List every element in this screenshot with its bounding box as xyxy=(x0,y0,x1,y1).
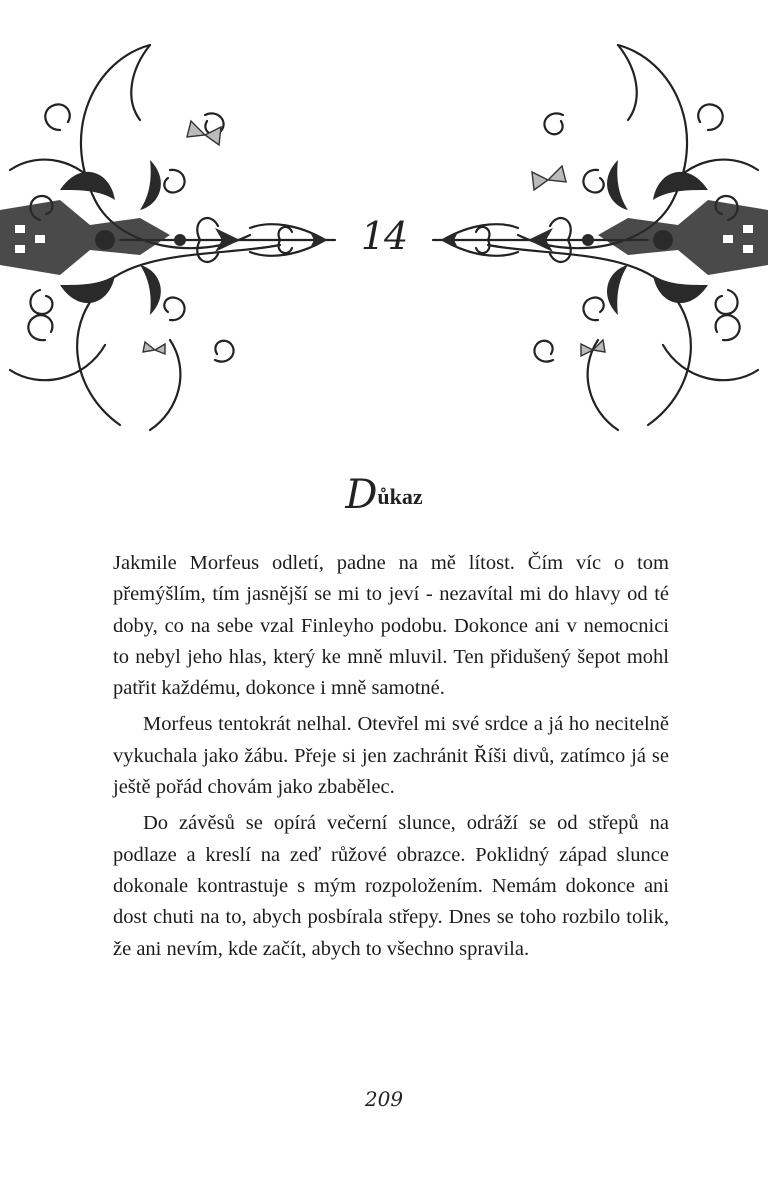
chapter-title-rest: ůkaz xyxy=(377,484,423,509)
chapter-title xyxy=(0,472,768,518)
chapter-number: 14 xyxy=(360,214,408,258)
page-number: 209 xyxy=(364,1087,404,1111)
paragraph: Jakmile Morfeus odletí, padne na mě lítost. Čím víc o tom přemýšlím, tím jasnější se mi to jeví - nezavítal mi do hlavy od té doby, co na sebe vzal Finleyho podobu. Dokonce ani v nemocnici to nebyl jeho hlas, který ke mně mluvil. Ten přidušený šepot mohl patřit každému, dokonce i mně samotné. xyxy=(113,552,669,700)
chapter-title-initial: D xyxy=(345,472,378,518)
body-text xyxy=(113,548,669,970)
paragraph: Morfeus tentokrát nelhal. Otevřel mi své srdce a já ho necitelně vykuchala jako žábu. Přeje si jen zachránit Říši divů, zatímco já se ještě pořád chovám jako zbabělec. xyxy=(113,713,669,799)
paragraph: Do závěsů se opírá večerní slunce, odráží se od střepů na podlaze a kreslí na zeď růžové obrazce. Poklidný západ slunce dokonale kontrastuje s mým rozpoložením. Nemám dokonce ani dost chuti na to, abych posbírala střepy. Dnes se toho rozbilo tolik, že ani nevím, kde začít, abych to všechno spravila. xyxy=(113,812,669,960)
filigree-ornament-right-icon xyxy=(423,40,768,435)
filigree-ornament-left-icon xyxy=(0,40,345,435)
